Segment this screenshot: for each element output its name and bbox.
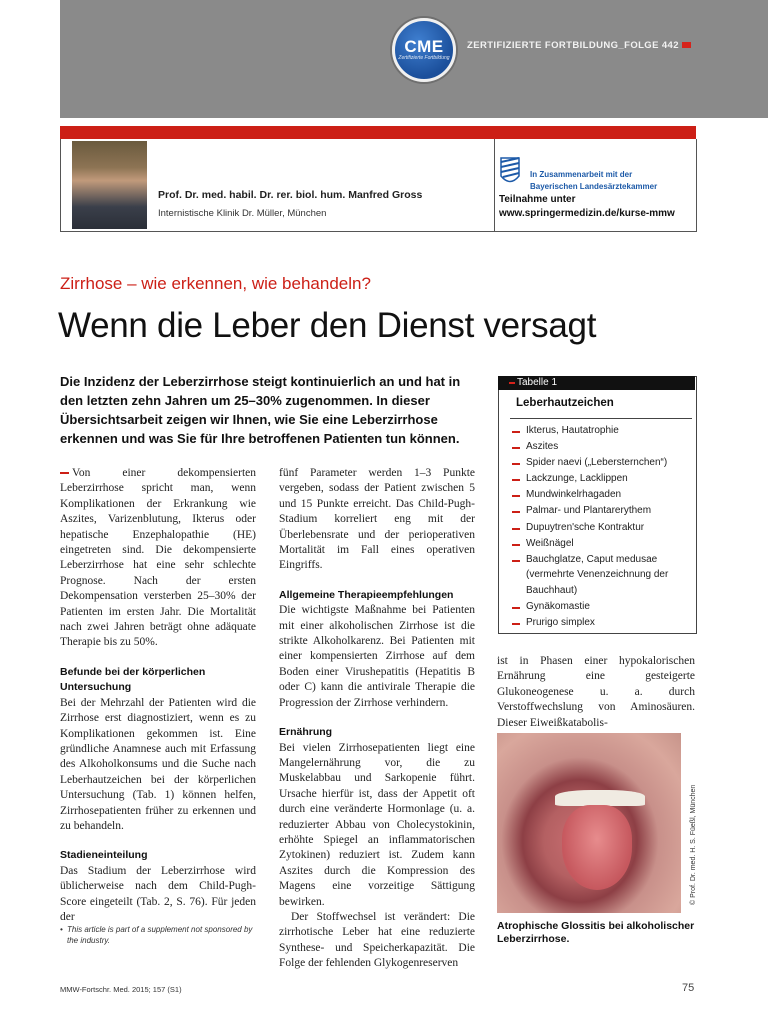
footnote-text: This article is part of a supplement not sponsored by the industry. bbox=[67, 925, 253, 945]
table-1-title: Leberhautzeichen bbox=[516, 397, 614, 409]
red-marker bbox=[682, 42, 691, 48]
table-1-item: Bauchglatze, Caput medusae (vermehrte Venenzeichnung der Bauchhaut) bbox=[512, 552, 692, 599]
section-heading: Befunde bei der körperlichen Untersuchung bbox=[60, 665, 206, 694]
body-column-3 bbox=[497, 654, 695, 731]
lead-marker bbox=[60, 472, 69, 474]
table-1-item: Gynäkomastie bbox=[512, 599, 692, 615]
footer-journal: MMW-Fortschr. Med. 2015; 157 (S1) bbox=[60, 985, 182, 994]
cme-badge-text: CME bbox=[404, 37, 444, 56]
table-1-item: Aszites bbox=[512, 439, 692, 455]
body-paragraph-text: Von einer dekompensierten Leberzirrhose spricht man, wenn Komplikationen der Erkrankung wie Aszites, Varizenblutung, Ikterus oder hepatische Enzephalopathie (HE) eingetreten sind. Die dekompensierte Leberzirrhose hat eine sehr schlechte Prognose. Nach der ersten Dekompensation versterben 25–30% der Patienten im ersten Jahr. Die Mortalität nach zwei Jahren beträgt ohne adäquate Therapie bis zu 50%. bbox=[60, 467, 256, 649]
table-1-rule bbox=[510, 418, 692, 419]
body-paragraph: Das Stadium der Leberzirrhose wird üblicherweise nach dem Child-Pugh-Score eingeteilt (Tab. 2, S. 76). Für jeden der bbox=[60, 864, 256, 923]
table-1-item: Palmar- und Plantarerythem bbox=[512, 503, 692, 519]
photo-tongue bbox=[562, 805, 632, 890]
participation-link[interactable]: www.springermedizin.de/kurse-mmw bbox=[499, 208, 675, 219]
section-heading: Stadieneinteilung bbox=[60, 849, 148, 862]
photo-teeth bbox=[555, 790, 645, 806]
table-1-item: Mundwinkelrhagaden bbox=[512, 487, 692, 503]
table-1-item: Weißnägel bbox=[512, 536, 692, 552]
author-box-divider bbox=[494, 139, 495, 231]
cme-badge-subtext: Zertifizierte Fortbildung bbox=[398, 55, 450, 61]
page-number: 75 bbox=[682, 982, 695, 994]
table-1-red-marker bbox=[509, 382, 515, 384]
series-label bbox=[467, 40, 691, 51]
author-portrait bbox=[72, 141, 147, 229]
article-subtitle: Zirrhose – wie erkennen, wie behandeln? bbox=[60, 274, 371, 293]
body-paragraph: ist in Phasen einer hypokalorischen Ernährung eine gesteigerte Glukoneogenese u. a. durch Verstoffwechslung von Aminosäuren. Dieser Eiweißkatabolis- bbox=[497, 655, 695, 729]
table-1-label: Tabelle 1 bbox=[517, 377, 558, 388]
author-name: Prof. Dr. med. habil. Dr. rer. biol. hum. Manfred Gross bbox=[158, 189, 423, 201]
body-paragraph: Der Stoffwechsel ist verändert: Die zirrhotische Leber hat eine reduzierte Synthese- und Speicherkapazität. Die Folge der fehlenden Glykogenreserven bbox=[279, 910, 475, 970]
cme-badge bbox=[392, 18, 456, 82]
table-1-item: Dupuytren'sche Kontraktur bbox=[512, 520, 692, 536]
table-1-item: Ikterus, Hautatrophie bbox=[512, 423, 692, 439]
body-paragraph: fünf Parameter werden 1–3 Punkte vergeben, sodass der Patient zwischen 5 und 15 Punkte erreicht. Das Child-Pugh-Stadium korreliert eng mit der Überlebensrate und der perioperativen Mortalität im Fall eines operativen Eingriffs. bbox=[279, 467, 475, 572]
author-box-red-bar bbox=[60, 126, 696, 139]
body-paragraph bbox=[60, 466, 256, 651]
table-1-item: Lackzunge, Lacklippen bbox=[512, 471, 692, 487]
body-column-2 bbox=[279, 466, 475, 972]
body-paragraph: Bei der Mehrzahl der Patienten wird die Zirrhose erst diagnostiziert, wenn es zu Komplikationen gekommen ist. Eine gründliche Anamnese auch mit Erfassung des Alkoholkonsums und die Suche nach Leberhautzeichen bei der körperlichen Untersuchung (Tab. 1) können helfen, Zirrhosepatienten früher zu erkennen und zu behandeln. bbox=[60, 696, 256, 832]
footnote-bullet: • bbox=[60, 925, 63, 934]
bavaria-logo-icon bbox=[499, 156, 521, 188]
table-1-item: Prurigo simplex bbox=[512, 615, 692, 631]
section-heading: Allgemeine Therapieempfehlungen bbox=[279, 588, 454, 601]
body-paragraph: Die wichtigste Maßnahme bei Patienten mit einer alkoholischen Zirrhose ist die strikte Alkoholkarenz. Bei Patienten mit einer kompensierten Zirrhose auf dem Boden einer Virushepatitis (Hepatitis B oder C) kann die antivirale Therapie die Progression der Zirrhose verhindern. bbox=[279, 604, 475, 709]
photo-credit: © Prof. Dr. med. H. S. Füeßl, München bbox=[690, 784, 697, 905]
author-affiliation: Internistische Klinik Dr. Müller, München bbox=[158, 208, 327, 219]
article-intro: Die Inzidenz der Leberzirrhose steigt kontinuierlich an und hat in den letzten zehn Jahren um 25–30% zugenommen. In dieser Übersichtsarbeit zeigen wir Ihnen, wie Sie eine Leberzirrhose erkennen und was Sie für Ihre betroffenen Patienten tun können. bbox=[60, 374, 461, 446]
table-1-list bbox=[512, 423, 692, 631]
table-1-item: Spider naevi („Lebersternchen“) bbox=[512, 455, 692, 471]
cooperation-line-2: Bayerischen Landesärztekammer bbox=[530, 182, 658, 191]
body-column-1 bbox=[60, 466, 256, 925]
participation-label: Teilnahme unter bbox=[499, 194, 576, 205]
article-title: Wenn die Leber den Dienst versagt bbox=[58, 306, 597, 345]
figure-caption: Atrophische Glossitis bei alkoholischer Leberzirrhose. bbox=[497, 920, 695, 945]
cooperation-line-1: In Zusammenarbeit mit der bbox=[530, 170, 633, 179]
series-text: ZERTIFIZIERTE FORTBILDUNG_FOLGE 442 bbox=[467, 40, 679, 51]
body-paragraph: Bei vielen Zirrhosepatienten liegt eine Mangelernährung vor, die zu Muskelabbau und Sarkopenie führt. Ursache hierfür ist, dass der Appetit oft durch eine veränderte Hormonlage (u. a. reduzierter Abbau von Cholecystokinin, erhöhte Spiegel an inflammatorischen Zytokinen) reduziert ist. Zudem kann Aszites durch die Kompression des Magens eine vorzeitige Sättigung bewirken. bbox=[279, 741, 475, 908]
section-heading: Ernährung bbox=[279, 726, 333, 739]
